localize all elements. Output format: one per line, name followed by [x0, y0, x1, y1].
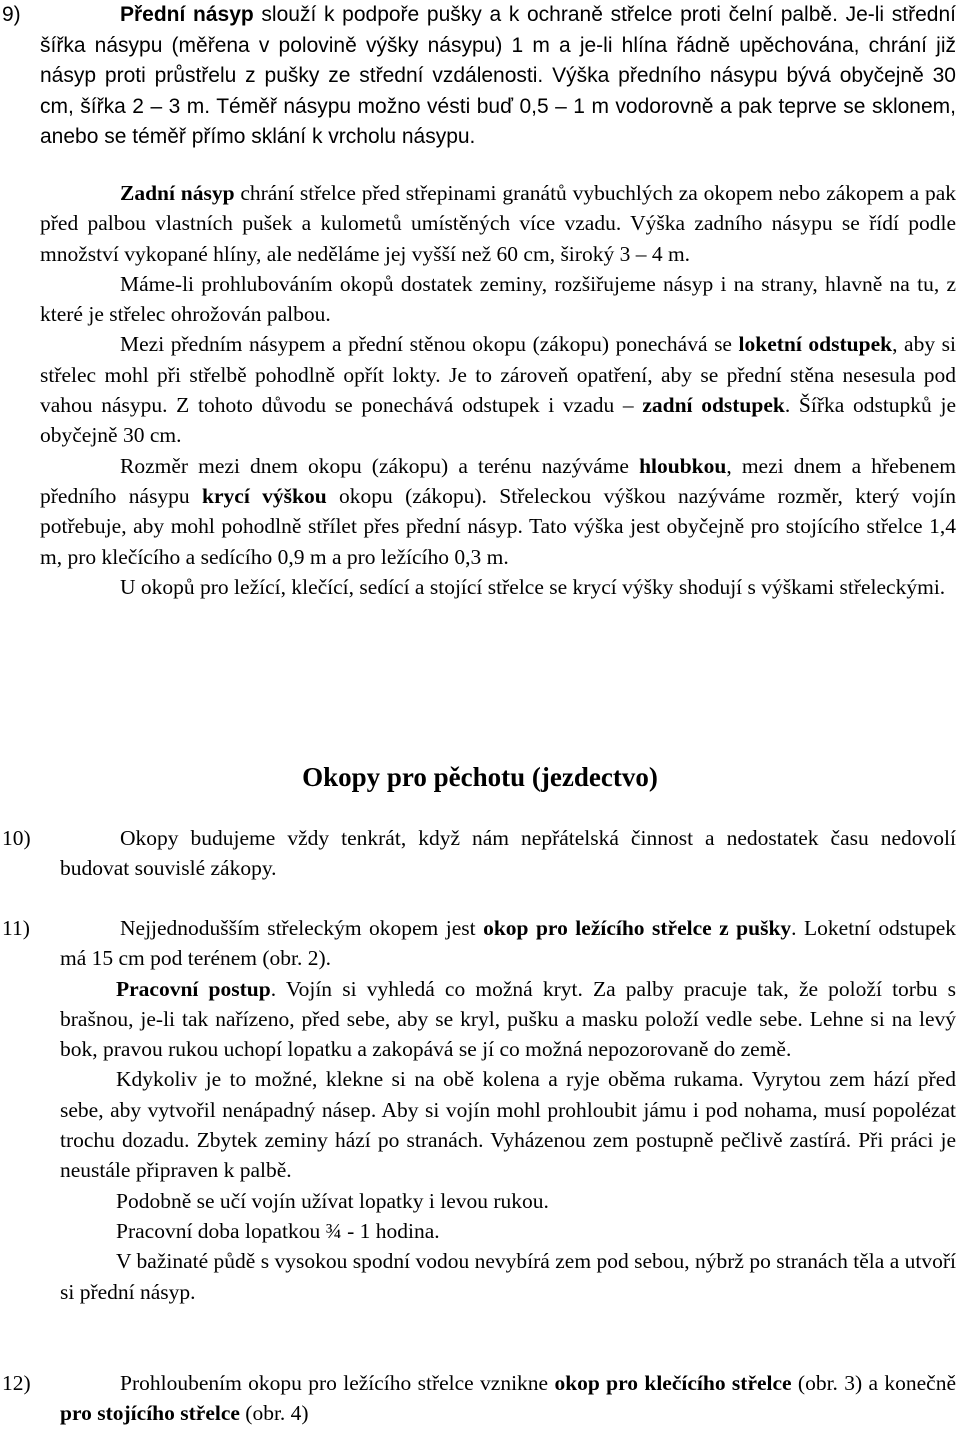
paragraph-text: slouží k podpoře pušky a k ochraně střelce proti čelní palbě. Je-li střední šířka násypu (měřena v polovině výšky násypu) 1 m a je-li hlína řádně upěchována, chrání již násyp proti průstřelu z pušky ze střední vzdálenosti. Výška předního násypu bývá obyčejně 30 cm, šířka 2 – 3 m. Téměř násypu možno vésti buď 0,5 – 1 m vodorovně a pak teprve se sklonem, anebo se téměř přímo sklání k vrcholu násypu.: [40, 3, 956, 149]
paragraph-text: Prohloubením okopu pro ležícího střelce vznikne: [120, 1371, 555, 1395]
term-kneeling-trench: okop pro klečícího střelce: [554, 1371, 792, 1395]
paragraph-text: , aby si střelec mohl při střelbě pohodlně opřít lokty. Je to zároveň opatření, aby se přední stěna nesesula pod vahou násypu. Z tohoto důvodu se ponechává odstupek i vzadu –: [40, 332, 956, 418]
paragraph-text: . Šířka odstupků je obyčejně 30 cm.: [40, 393, 956, 448]
paragraph-marsh: V bažinaté půdě s vysokou spodní vodou nevybírá zem pod sebou, nýbrž po stranách těla a utvoří si přední násyp.: [60, 1249, 956, 1304]
paragraph-trenches: Okopy budujeme vždy tenkrát, když nám nepřátelská činnost a nedostatek času nedovolí budovat souvislé zákopy.: [60, 826, 956, 881]
section-9-body: [40, 178, 956, 602]
term-prone-trench: okop pro ležícího střelce z pušky: [483, 916, 792, 940]
term-front-embankment: Přední násyp: [120, 3, 254, 26]
paragraph-work-time: Pracovní doba lopatkou ¾ - 1 hodina.: [116, 1218, 440, 1243]
paragraph-left-hand: Podobně se učí vojín užívat lopatky i levou rukou.: [116, 1188, 549, 1213]
paragraph-text: Mezi předním násypem a přední stěnou okopu (zákopu) ponechává se: [120, 332, 739, 357]
term-rear-embankment: Zadní násyp: [120, 181, 235, 205]
paragraph-front-embankment: [40, 0, 956, 153]
term-depth: hloubkou: [639, 453, 727, 478]
section-10: [60, 823, 956, 884]
section-heading: Okopy pro pěchotu (jezdectvo): [302, 762, 658, 792]
paragraph-text: , mezi dnem a hřebenem předního násypu: [40, 453, 956, 508]
term-elbow-step: loketní odstupek: [738, 332, 893, 357]
paragraph-widening: Máme-li prohlubováním okopů dostatek zeminy, rozšiřujeme násyp i na strany, hlavně na tu, z které je střelec ohrožován palbou.: [40, 271, 956, 327]
section-number-11: 11): [2, 916, 30, 940]
paragraph-text: . Vojín si vyhledá co možná kryt. Za palby pracuje tak, že položí torbu s brašnou, je-li tak nařízeno, před sebe, aby se kryl, pušku a masku položí vedle sebe. Lehne si na levý bok, pravou rukou uchopí lopatku a zakopává se jí co možná nepozorovaně do země.: [60, 976, 956, 1062]
paragraph-work-procedure: [60, 974, 956, 1065]
paragraph-depth: [40, 451, 956, 572]
term-standing-trench: pro stojícího střelce: [60, 1401, 240, 1426]
paragraph-simplest-trench: [60, 913, 956, 974]
paragraph-rear-embankment: [40, 178, 956, 269]
term-work-procedure: Pracovní postup: [116, 976, 271, 1001]
section-number-9: 9): [2, 3, 21, 26]
paragraph-text: Rozměr mezi dnem okopu (zákopu) a terénu nazýváme: [120, 453, 640, 478]
paragraph-deepening: [60, 1368, 956, 1429]
paragraph-text: Nejjednodušším střeleckým okopem jest: [120, 916, 484, 940]
paragraph-text: chrání střelce před střepinami granátů vybuchlých za okopem nebo zákopem a pak před palbou vlastních pušek a kulometů umístěných více vzadu. Výška zadního násypu se řídí podle množství vykopané hlíny, ale neděláme jej vyšší než 60 cm, široký 3 – 4 m.: [40, 181, 956, 266]
paragraph-elbow-step: [40, 329, 956, 450]
paragraph-text: (obr. 3) a konečně: [791, 1371, 956, 1395]
paragraph-heights-match: U okopů pro ležící, klečící, sedící a stojící střelce se krycí výšky shodují s výškami střeleckými.: [120, 574, 946, 599]
term-cover-height: krycí výškou: [202, 483, 327, 508]
paragraph-text: (obr. 4): [239, 1401, 309, 1426]
section-11: [60, 913, 956, 1307]
section-number-12: 12): [2, 1371, 31, 1395]
section-9-intro: [40, 0, 956, 153]
paragraph-text: . Loketní odstupek má 15 cm pod terénem (obr. 2).: [60, 916, 956, 971]
term-rear-step: zadní odstupek: [642, 393, 785, 418]
paragraph-kneeling-dig: Kdykoliv je to možné, klekne si na obě kolena a ryje oběma rukama. Vyrytou zem hází před sebe, aby vytvořil nenápadný násep. Aby si vojín mohl prohloubit jámu i pod nohama, musí popolézat trochu dozadu. Zbytek zeminy hází po stranách. Vyházenou zem postupně pečlivě zastírá. Při práci je neustále připraven k palbě.: [60, 1067, 956, 1183]
section-number-10: 10): [2, 826, 31, 850]
paragraph-text: okopu (zákopu). Střeleckou výškou nazýváme rozměr, který vojín potřebuje, aby mohl pohodlně střílet přes přední násyp. Tato výška jest obyčejně pro stojícího střelce 1,4 m, pro klečícího a sedícího 0,9 m a pro ležícího 0,3 m.: [40, 483, 956, 569]
section-12: [60, 1368, 956, 1429]
